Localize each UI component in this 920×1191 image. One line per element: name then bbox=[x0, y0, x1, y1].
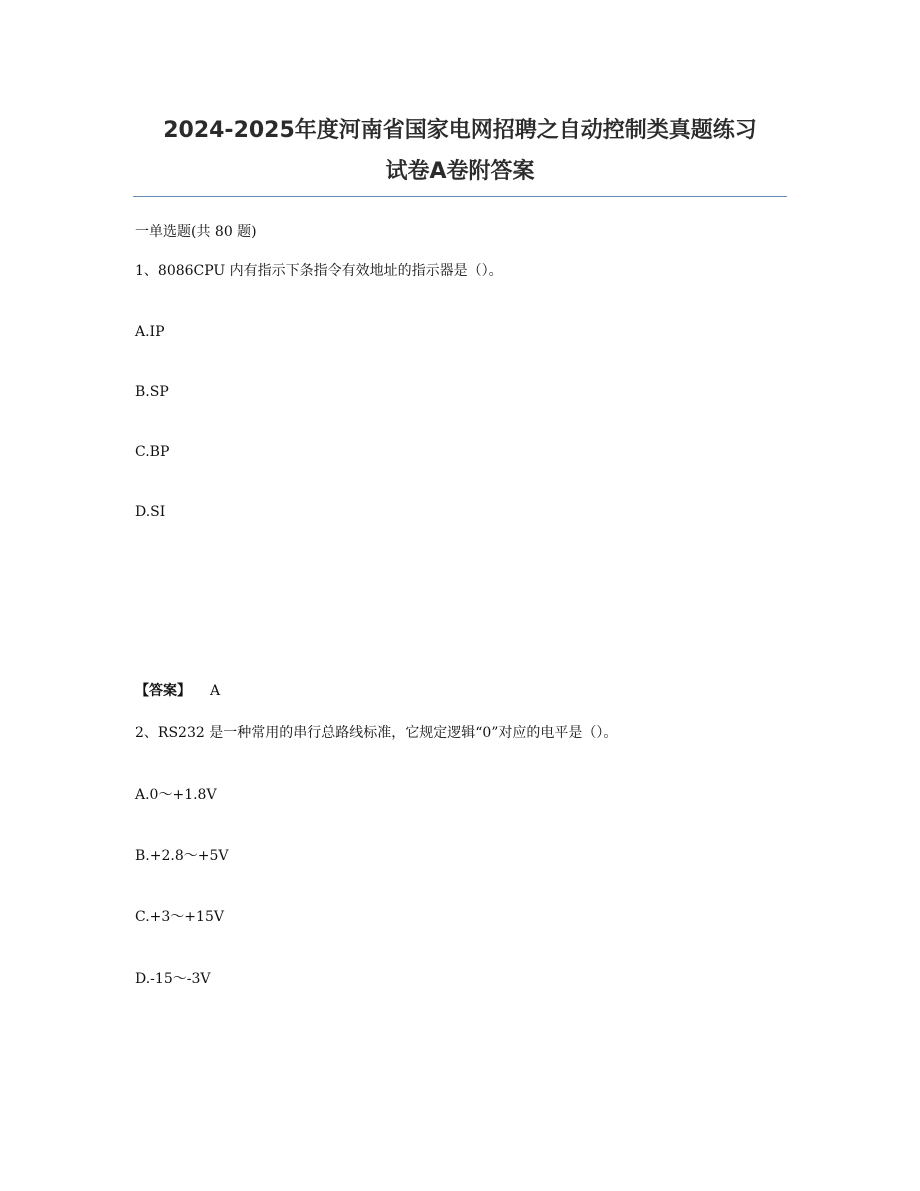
question-2-option-a: A.0～+1.8V bbox=[135, 787, 217, 803]
document-title-line-1: 2024-2025年度河南省国家电网招聘之自动控制类真题练习 bbox=[163, 118, 757, 143]
document-title-line-2: 试卷A卷附答案 bbox=[385, 159, 535, 184]
question-1-option-d: D.SI bbox=[135, 504, 166, 520]
section-heading: 一单选题(共 80 题) bbox=[135, 224, 257, 240]
question-2-stem: 2、RS232 是一种常用的串行总路线标准，它规定逻辑“0”对应的电平是（）。 bbox=[135, 725, 618, 741]
title-divider bbox=[133, 196, 787, 197]
question-2-option-d: D.-15～-3V bbox=[135, 971, 211, 987]
question-1-stem: 1、8086CPU 内有指示下条指令有效地址的指示器是（）。 bbox=[135, 263, 503, 279]
question-1-option-a: A.IP bbox=[135, 324, 165, 340]
question-1-option-b: B.SP bbox=[135, 384, 169, 400]
question-2-option-c: C.+3～+15V bbox=[135, 909, 224, 925]
question-1-answer-value: A bbox=[210, 683, 221, 699]
question-2-option-b: B.+2.8～+5V bbox=[135, 848, 229, 864]
question-1-answer-label: 【答案】 bbox=[135, 683, 191, 699]
question-1-option-c: C.BP bbox=[135, 444, 170, 460]
